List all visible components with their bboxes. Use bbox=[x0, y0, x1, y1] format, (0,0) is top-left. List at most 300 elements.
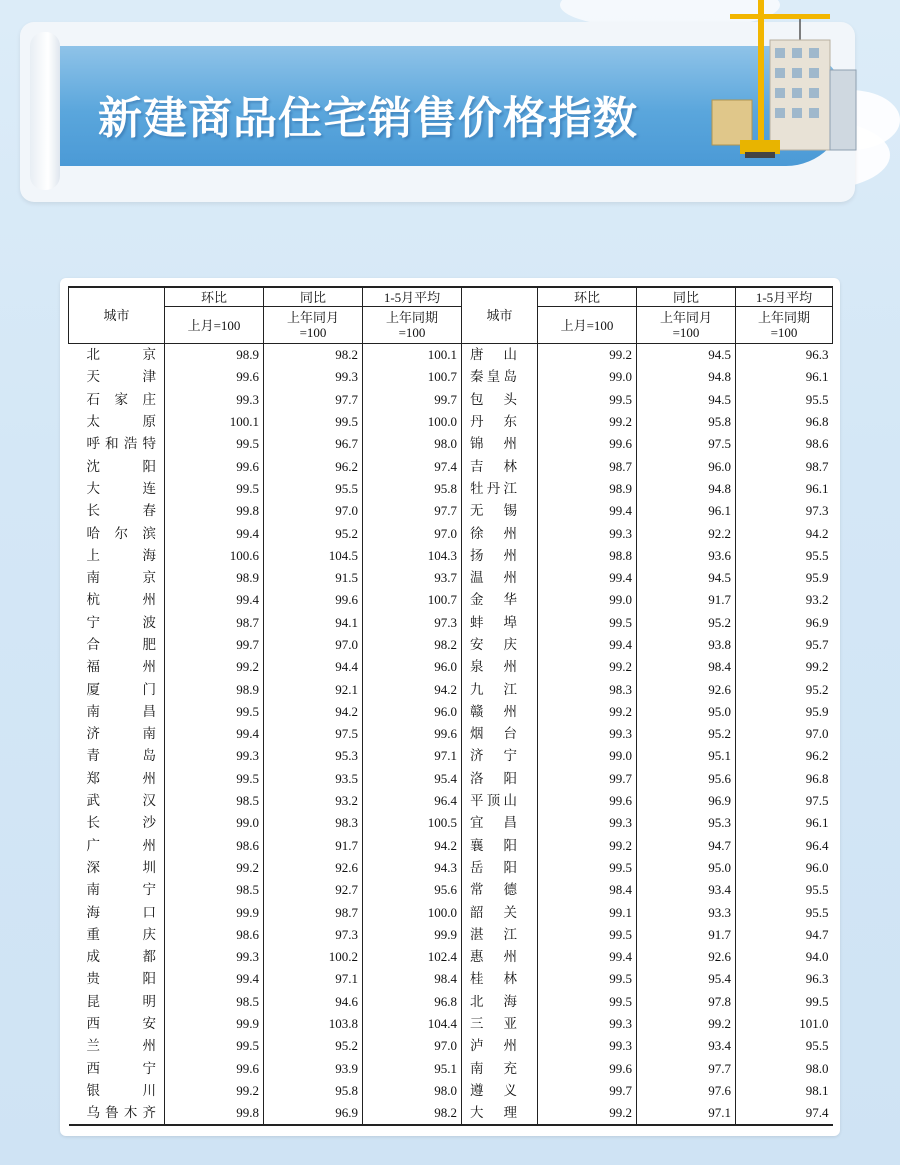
cell-avg-left: 104.3 bbox=[363, 545, 462, 567]
table-row bbox=[69, 835, 833, 857]
cell-avg-left: 100.5 bbox=[363, 812, 462, 834]
cell-city-right: 韶关 bbox=[470, 904, 517, 921]
table-row bbox=[69, 1080, 833, 1102]
cell-tb-right: 93.4 bbox=[637, 879, 736, 901]
cell-avg-left: 100.0 bbox=[363, 411, 462, 433]
table-row bbox=[69, 901, 833, 923]
cell-hb-left: 99.9 bbox=[165, 1013, 264, 1035]
cell-tb-left: 98.7 bbox=[264, 901, 363, 923]
cell-city-left: 厦门 bbox=[86, 681, 156, 698]
cell-city-left: 昆明 bbox=[86, 993, 156, 1010]
cell-avg-left: 94.2 bbox=[363, 835, 462, 857]
cell-hb-left: 99.7 bbox=[165, 634, 264, 656]
cell-tb-left: 91.5 bbox=[264, 567, 363, 589]
cell-city-right: 遵义 bbox=[470, 1082, 517, 1099]
cell-avg-right: 94.2 bbox=[736, 522, 833, 544]
cell-tb-right: 91.7 bbox=[637, 924, 736, 946]
cell-hb-right: 98.9 bbox=[538, 478, 637, 500]
table-row bbox=[69, 790, 833, 812]
cell-tb-left: 92.6 bbox=[264, 857, 363, 879]
cell-avg-left: 96.8 bbox=[363, 991, 462, 1013]
cell-tb-right: 94.5 bbox=[637, 344, 736, 367]
cell-hb-left: 99.2 bbox=[165, 857, 264, 879]
cell-avg-left: 97.3 bbox=[363, 612, 462, 634]
cell-hb-left: 99.3 bbox=[165, 946, 264, 968]
cell-avg-right: 96.3 bbox=[736, 968, 833, 990]
cell-city-left: 广州 bbox=[86, 837, 156, 854]
cell-hb-right: 99.4 bbox=[538, 946, 637, 968]
table-row bbox=[69, 522, 833, 544]
cell-city-left: 乌鲁木齐 bbox=[69, 1102, 165, 1125]
cell-hb-left: 99.2 bbox=[165, 1080, 264, 1102]
cell-hb-right: 99.6 bbox=[538, 790, 637, 812]
cell-hb-right: 99.3 bbox=[538, 723, 637, 745]
cell-avg-right: 94.0 bbox=[736, 946, 833, 968]
table-row bbox=[69, 991, 833, 1013]
header-tb-sub bbox=[264, 307, 363, 344]
cell-tb-right: 97.8 bbox=[637, 991, 736, 1013]
cell-city-left: 长春 bbox=[86, 503, 156, 520]
cell-tb-right: 97.1 bbox=[637, 1102, 736, 1125]
cell-avg-right: 101.0 bbox=[736, 1013, 833, 1035]
cell-tb-right: 95.8 bbox=[637, 411, 736, 433]
cell-hb-left: 99.3 bbox=[165, 745, 264, 767]
cell-avg-right: 96.4 bbox=[736, 835, 833, 857]
table-row bbox=[69, 366, 833, 388]
cell-city-left: 宁波 bbox=[86, 614, 156, 631]
cell-avg-right: 96.3 bbox=[736, 344, 833, 367]
cell-city-left: 南京 bbox=[86, 570, 156, 587]
construction-illustration bbox=[700, 0, 900, 200]
cell-tb-left: 97.0 bbox=[264, 500, 363, 522]
cell-tb-left: 99.3 bbox=[264, 366, 363, 388]
cell-tb-right: 95.2 bbox=[637, 723, 736, 745]
cell-hb-right: 99.0 bbox=[538, 589, 637, 611]
table-row bbox=[69, 545, 833, 567]
header-tb: 同比 bbox=[264, 287, 363, 307]
cell-hb-left: 99.5 bbox=[165, 768, 264, 790]
cell-city-left: 郑州 bbox=[86, 770, 156, 787]
cell-city-left: 北京 bbox=[86, 347, 156, 364]
cell-avg-right: 97.4 bbox=[736, 1102, 833, 1125]
cell-avg-left: 96.0 bbox=[363, 701, 462, 723]
cell-tb-right: 95.3 bbox=[637, 812, 736, 834]
cell-city-right: 唐山 bbox=[470, 347, 517, 364]
cell-avg-left: 95.6 bbox=[363, 879, 462, 901]
table-row bbox=[69, 924, 833, 946]
cell-city-right: 岳阳 bbox=[470, 859, 517, 876]
cell-hb-right: 98.7 bbox=[538, 455, 637, 477]
cell-hb-left: 100.6 bbox=[165, 545, 264, 567]
cell-city-right: 徐州 bbox=[470, 525, 517, 542]
header-hb-sub: 上月=100 bbox=[165, 307, 264, 344]
cell-tb-left: 99.5 bbox=[264, 411, 363, 433]
cell-tb-right: 95.4 bbox=[637, 968, 736, 990]
cell-hb-left: 99.5 bbox=[165, 433, 264, 455]
cell-hb-right: 99.5 bbox=[538, 612, 637, 634]
cell-hb-left: 99.8 bbox=[165, 1102, 264, 1125]
cell-tb-right: 93.3 bbox=[637, 901, 736, 923]
header-avg: 1-5月平均 bbox=[363, 287, 462, 307]
cell-hb-right: 99.3 bbox=[538, 1013, 637, 1035]
cell-city-right: 金华 bbox=[470, 592, 517, 609]
cell-tb-right: 92.2 bbox=[637, 522, 736, 544]
cell-hb-right: 99.5 bbox=[538, 968, 637, 990]
header-city-2: 城市 bbox=[462, 287, 538, 344]
cell-city-right: 秦皇岛 bbox=[470, 369, 517, 386]
cell-city-right: 温州 bbox=[470, 570, 517, 587]
cell-hb-left: 99.6 bbox=[165, 366, 264, 388]
cell-tb-right: 94.7 bbox=[637, 835, 736, 857]
cell-tb-right: 93.8 bbox=[637, 634, 736, 656]
cell-hb-left: 98.9 bbox=[165, 567, 264, 589]
cell-city-right: 丹东 bbox=[470, 414, 517, 431]
cell-city-left: 沈阳 bbox=[86, 458, 156, 475]
cell-city-right: 济宁 bbox=[470, 748, 517, 765]
table-body bbox=[69, 344, 833, 1126]
cell-tb-left: 92.1 bbox=[264, 678, 363, 700]
cell-hb-right: 99.0 bbox=[538, 745, 637, 767]
cell-hb-left: 98.9 bbox=[165, 678, 264, 700]
cell-hb-right: 98.4 bbox=[538, 879, 637, 901]
cell-tb-left: 96.2 bbox=[264, 455, 363, 477]
cell-tb-left: 98.2 bbox=[264, 344, 363, 367]
cell-tb-left: 95.8 bbox=[264, 1080, 363, 1102]
cell-tb-left: 99.6 bbox=[264, 589, 363, 611]
cell-hb-right: 99.2 bbox=[538, 1102, 637, 1125]
header-city: 城市 bbox=[69, 287, 165, 344]
cell-hb-right: 99.2 bbox=[538, 835, 637, 857]
cell-tb-right: 95.6 bbox=[637, 768, 736, 790]
cell-hb-right: 99.6 bbox=[538, 433, 637, 455]
cell-avg-right: 95.9 bbox=[736, 701, 833, 723]
table-row bbox=[69, 500, 833, 522]
cell-tb-right: 99.2 bbox=[637, 1013, 736, 1035]
cell-city-right: 泸州 bbox=[470, 1038, 517, 1055]
cell-city-left: 兰州 bbox=[86, 1038, 156, 1055]
table-row bbox=[69, 812, 833, 834]
cell-tb-right: 95.2 bbox=[637, 612, 736, 634]
cell-city-right: 包头 bbox=[470, 391, 517, 408]
cell-avg-right: 96.2 bbox=[736, 745, 833, 767]
cell-avg-right: 98.1 bbox=[736, 1080, 833, 1102]
header-avg-sub bbox=[363, 307, 462, 344]
cell-hb-right: 99.2 bbox=[538, 656, 637, 678]
table-row bbox=[69, 567, 833, 589]
cell-avg-left: 99.7 bbox=[363, 389, 462, 411]
cell-tb-left: 94.2 bbox=[264, 701, 363, 723]
cell-avg-left: 102.4 bbox=[363, 946, 462, 968]
cell-avg-left: 99.9 bbox=[363, 924, 462, 946]
cell-avg-right: 98.0 bbox=[736, 1058, 833, 1080]
cell-hb-left: 98.5 bbox=[165, 991, 264, 1013]
cell-avg-left: 97.7 bbox=[363, 500, 462, 522]
cell-tb-right: 96.9 bbox=[637, 790, 736, 812]
cell-tb-left: 100.2 bbox=[264, 946, 363, 968]
cell-avg-right: 95.2 bbox=[736, 678, 833, 700]
cell-tb-right: 95.0 bbox=[637, 857, 736, 879]
table-row bbox=[69, 946, 833, 968]
cell-tb-left: 92.7 bbox=[264, 879, 363, 901]
cell-avg-left: 94.3 bbox=[363, 857, 462, 879]
cell-tb-right: 94.5 bbox=[637, 567, 736, 589]
cell-tb-left: 98.3 bbox=[264, 812, 363, 834]
cell-tb-right: 97.6 bbox=[637, 1080, 736, 1102]
cell-city-right: 襄阳 bbox=[470, 837, 517, 854]
table-row bbox=[69, 589, 833, 611]
cell-hb-right: 99.5 bbox=[538, 857, 637, 879]
cell-hb-right: 99.1 bbox=[538, 901, 637, 923]
cell-city-left: 重庆 bbox=[86, 926, 156, 943]
cell-city-right: 湛江 bbox=[470, 926, 517, 943]
cell-tb-left: 104.5 bbox=[264, 545, 363, 567]
cell-avg-left: 98.4 bbox=[363, 968, 462, 990]
cell-avg-right: 96.0 bbox=[736, 857, 833, 879]
table-row bbox=[69, 1035, 833, 1057]
cell-hb-left: 99.4 bbox=[165, 589, 264, 611]
cell-tb-right: 93.4 bbox=[637, 1035, 736, 1057]
cell-city-right: 锦州 bbox=[470, 436, 517, 453]
cell-hb-right: 99.4 bbox=[538, 500, 637, 522]
cell-avg-left: 95.1 bbox=[363, 1058, 462, 1080]
cell-avg-right: 96.1 bbox=[736, 812, 833, 834]
cell-avg-left: 97.1 bbox=[363, 745, 462, 767]
cell-hb-left: 98.7 bbox=[165, 612, 264, 634]
cell-avg-right: 95.5 bbox=[736, 901, 833, 923]
cell-hb-left: 98.6 bbox=[165, 924, 264, 946]
cell-city-left: 银川 bbox=[86, 1082, 156, 1099]
cell-avg-right: 97.3 bbox=[736, 500, 833, 522]
price-index-table-card bbox=[60, 278, 840, 1136]
cell-avg-right: 99.2 bbox=[736, 656, 833, 678]
header-avg-sub-line2: =100 bbox=[770, 325, 798, 340]
cell-tb-left: 96.9 bbox=[264, 1102, 363, 1125]
cell-avg-right: 96.1 bbox=[736, 366, 833, 388]
cell-avg-right: 96.9 bbox=[736, 612, 833, 634]
cell-hb-right: 99.5 bbox=[538, 924, 637, 946]
cell-tb-left: 95.3 bbox=[264, 745, 363, 767]
table-row bbox=[69, 768, 833, 790]
cell-hb-right: 99.3 bbox=[538, 1035, 637, 1057]
cell-tb-left: 96.7 bbox=[264, 433, 363, 455]
cell-tb-left: 103.8 bbox=[264, 1013, 363, 1035]
cell-tb-left: 95.2 bbox=[264, 522, 363, 544]
cell-avg-right: 96.8 bbox=[736, 768, 833, 790]
cell-city-left: 济南 bbox=[86, 726, 156, 743]
cell-city-right: 洛阳 bbox=[470, 770, 517, 787]
cell-city-right: 桂林 bbox=[470, 971, 517, 988]
banner-curl bbox=[30, 32, 60, 190]
bulldozer-icon bbox=[740, 140, 780, 158]
table-row bbox=[69, 678, 833, 700]
cell-city-left: 西宁 bbox=[86, 1060, 156, 1077]
cell-city-right: 蚌埠 bbox=[470, 614, 517, 631]
cell-avg-left: 96.4 bbox=[363, 790, 462, 812]
cell-avg-right: 98.7 bbox=[736, 455, 833, 477]
cell-hb-left: 99.0 bbox=[165, 812, 264, 834]
header-avg-sub-2 bbox=[736, 307, 833, 344]
table-row bbox=[69, 411, 833, 433]
cell-city-left: 海口 bbox=[86, 904, 156, 921]
cell-hb-left: 99.4 bbox=[165, 522, 264, 544]
cell-hb-left: 99.6 bbox=[165, 1058, 264, 1080]
cell-hb-right: 99.6 bbox=[538, 1058, 637, 1080]
cell-city-left: 深圳 bbox=[86, 859, 156, 876]
table-row bbox=[69, 1013, 833, 1035]
cell-hb-left: 98.9 bbox=[165, 344, 264, 367]
cell-avg-right: 93.2 bbox=[736, 589, 833, 611]
cell-city-right: 牡丹江 bbox=[470, 480, 517, 497]
cell-avg-left: 99.6 bbox=[363, 723, 462, 745]
cell-tb-left: 97.0 bbox=[264, 634, 363, 656]
cell-tb-right: 96.0 bbox=[637, 455, 736, 477]
cell-avg-left: 98.0 bbox=[363, 1080, 462, 1102]
table-row bbox=[69, 656, 833, 678]
cell-tb-left: 94.1 bbox=[264, 612, 363, 634]
cell-tb-right: 94.5 bbox=[637, 389, 736, 411]
cell-tb-left: 97.1 bbox=[264, 968, 363, 990]
cell-hb-left: 100.1 bbox=[165, 411, 264, 433]
table-row bbox=[69, 1102, 833, 1125]
table-row bbox=[69, 634, 833, 656]
table-row bbox=[69, 857, 833, 879]
cell-tb-left: 93.9 bbox=[264, 1058, 363, 1080]
header-tb-sub-line1: 上年同月 bbox=[286, 310, 339, 325]
cell-avg-right: 96.1 bbox=[736, 478, 833, 500]
cell-city-right: 赣州 bbox=[470, 703, 517, 720]
cell-city-left: 上海 bbox=[86, 547, 156, 564]
cell-avg-left: 97.4 bbox=[363, 455, 462, 477]
cell-tb-left: 94.4 bbox=[264, 656, 363, 678]
header-tb-sub-line1: 上年同月 bbox=[659, 310, 712, 325]
table-row bbox=[69, 745, 833, 767]
cell-avg-right: 98.6 bbox=[736, 433, 833, 455]
cell-avg-left: 97.0 bbox=[363, 1035, 462, 1057]
table-row bbox=[69, 1058, 833, 1080]
cell-hb-right: 99.3 bbox=[538, 522, 637, 544]
cell-hb-left: 99.6 bbox=[165, 455, 264, 477]
header-avg-sub-line1: 上年同期 bbox=[385, 310, 438, 325]
cell-avg-right: 99.5 bbox=[736, 991, 833, 1013]
header-hb-2: 环比 bbox=[538, 287, 637, 307]
cell-tb-left: 93.2 bbox=[264, 790, 363, 812]
cell-city-left: 哈尔滨 bbox=[86, 525, 156, 542]
cell-hb-left: 99.9 bbox=[165, 901, 264, 923]
cell-city-left: 南昌 bbox=[86, 703, 156, 720]
cell-avg-left: 95.8 bbox=[363, 478, 462, 500]
cell-tb-left: 95.5 bbox=[264, 478, 363, 500]
cell-city-right: 惠州 bbox=[470, 949, 517, 966]
table-row bbox=[69, 612, 833, 634]
table-row bbox=[69, 478, 833, 500]
cell-avg-right: 94.7 bbox=[736, 924, 833, 946]
cell-city-left: 太原 bbox=[86, 414, 156, 431]
cell-avg-left: 97.0 bbox=[363, 522, 462, 544]
table-row bbox=[69, 389, 833, 411]
table-row bbox=[69, 701, 833, 723]
cell-avg-right: 95.9 bbox=[736, 567, 833, 589]
table-row bbox=[69, 968, 833, 990]
cell-tb-right: 94.8 bbox=[637, 478, 736, 500]
table-row bbox=[69, 879, 833, 901]
cell-city-right: 烟台 bbox=[470, 726, 517, 743]
cell-hb-right: 99.7 bbox=[538, 768, 637, 790]
cell-city-right: 扬州 bbox=[470, 547, 517, 564]
cell-city-right: 安庆 bbox=[470, 637, 517, 653]
cell-tb-left: 95.2 bbox=[264, 1035, 363, 1057]
header-tb-sub-line2: =100 bbox=[299, 325, 327, 340]
cell-tb-right: 92.6 bbox=[637, 678, 736, 700]
cell-city-right: 三亚 bbox=[470, 1016, 517, 1033]
cell-hb-right: 99.2 bbox=[538, 411, 637, 433]
header-avg-sub-line1: 上年同期 bbox=[757, 310, 810, 325]
cell-city-right: 北海 bbox=[470, 993, 517, 1010]
cell-hb-right: 99.4 bbox=[538, 634, 637, 656]
cell-hb-right: 99.5 bbox=[538, 389, 637, 411]
cell-hb-left: 98.5 bbox=[165, 879, 264, 901]
cell-avg-right: 95.5 bbox=[736, 1035, 833, 1057]
cell-city-left: 福州 bbox=[86, 659, 156, 676]
cell-city-left: 大连 bbox=[86, 480, 156, 497]
header-tb-sub-line2: =100 bbox=[672, 325, 700, 340]
header-hb-sub-2: 上月=100 bbox=[538, 307, 637, 344]
cell-tb-right: 93.6 bbox=[637, 545, 736, 567]
cell-hb-right: 98.3 bbox=[538, 678, 637, 700]
cell-hb-left: 99.3 bbox=[165, 389, 264, 411]
cell-hb-left: 99.4 bbox=[165, 968, 264, 990]
cell-avg-left: 94.2 bbox=[363, 678, 462, 700]
cell-city-left: 成都 bbox=[86, 949, 156, 966]
cell-avg-left: 93.7 bbox=[363, 567, 462, 589]
cell-city-right: 吉林 bbox=[470, 458, 517, 475]
table-row bbox=[69, 455, 833, 477]
cell-hb-left: 98.6 bbox=[165, 835, 264, 857]
header-avg-sub-line2: =100 bbox=[398, 325, 426, 340]
cell-city-left: 杭州 bbox=[86, 592, 156, 609]
cell-city-right: 宜昌 bbox=[470, 815, 517, 832]
cell-hb-right: 99.7 bbox=[538, 1080, 637, 1102]
cell-avg-right: 97.0 bbox=[736, 723, 833, 745]
table-row bbox=[69, 723, 833, 745]
cell-tb-right: 92.6 bbox=[637, 946, 736, 968]
cell-avg-right: 96.8 bbox=[736, 411, 833, 433]
cell-avg-left: 100.7 bbox=[363, 589, 462, 611]
cell-tb-right: 98.4 bbox=[637, 656, 736, 678]
cell-tb-left: 97.5 bbox=[264, 723, 363, 745]
building-icon bbox=[712, 40, 856, 150]
cell-avg-right: 95.5 bbox=[736, 879, 833, 901]
cell-avg-left: 100.7 bbox=[363, 366, 462, 388]
cell-tb-right: 97.5 bbox=[637, 433, 736, 455]
cell-city-left: 天津 bbox=[86, 369, 156, 386]
cell-tb-right: 96.1 bbox=[637, 500, 736, 522]
cell-hb-left: 98.5 bbox=[165, 790, 264, 812]
cell-city-left: 长沙 bbox=[86, 815, 156, 832]
price-index-table bbox=[68, 286, 833, 1126]
cell-tb-left: 97.7 bbox=[264, 389, 363, 411]
cell-city-left: 呼和浩特 bbox=[86, 436, 156, 453]
cell-hb-right: 99.3 bbox=[538, 812, 637, 834]
table-row bbox=[69, 433, 833, 455]
cell-hb-left: 99.5 bbox=[165, 701, 264, 723]
cell-hb-right: 99.2 bbox=[538, 344, 637, 367]
cell-hb-right: 99.0 bbox=[538, 366, 637, 388]
cell-tb-left: 93.5 bbox=[264, 768, 363, 790]
cell-tb-right: 94.8 bbox=[637, 366, 736, 388]
header-tb-sub-2 bbox=[637, 307, 736, 344]
cell-hb-left: 99.5 bbox=[165, 478, 264, 500]
cell-city-right: 南充 bbox=[470, 1060, 517, 1077]
